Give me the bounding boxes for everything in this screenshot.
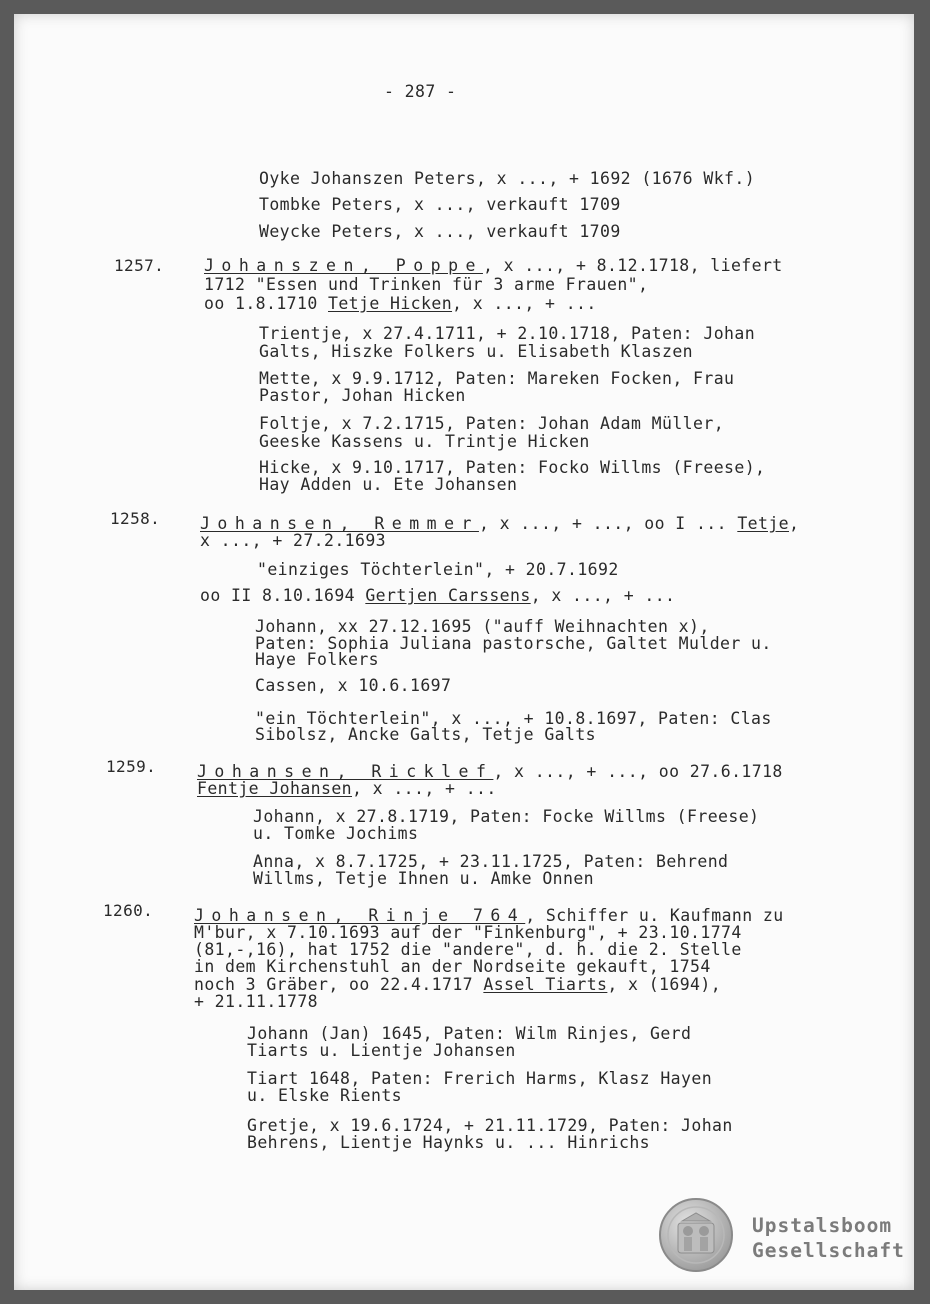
entry-text: , x ..., + 8.12.1718, liefert	[482, 256, 783, 275]
text-line: u. Tomke Jochims	[253, 824, 419, 843]
entry-heading-line	[200, 516, 799, 532]
entry-name: Johanszen, Poppe	[204, 256, 483, 275]
society-logo	[752, 1213, 905, 1263]
text-line: "ein Töchterlein", x ..., + 10.8.1697, Paten: Clas	[255, 709, 772, 728]
text-line	[204, 296, 597, 312]
entry-number: 1260.	[103, 901, 154, 920]
text-line: (81,-,16), hat 1752 die "andere", d. h. die 2. Stelle	[194, 940, 742, 959]
text-line: Willms, Tetje Ihnen u. Amke Onnen	[253, 869, 595, 888]
entry-text: oo II 8.10.1694	[200, 586, 366, 605]
text-line: Johann, xx 27.12.1695 ("auff Weihnachten x),	[255, 617, 710, 636]
text-line: Hay Adden u. Ete Johansen	[259, 475, 518, 494]
entry-name: Johansen, Ricklef	[197, 762, 494, 781]
text-line: Pastor, Johan Hicken	[259, 386, 466, 405]
text-line: Haye Folkers	[255, 650, 380, 669]
entry-text: , x ..., + ...	[530, 586, 676, 605]
text-line: + 21.11.1778	[194, 992, 319, 1011]
entry-heading-line	[197, 764, 783, 780]
text-line: M'bur, x 7.10.1693 auf der "Finkenburg", + 23.10.1774	[194, 923, 742, 942]
entry-text: , Schiffer u. Kaufmann zu	[525, 906, 784, 925]
spouse-name: Fentje Johansen	[197, 779, 353, 798]
document-page	[14, 14, 914, 1290]
text-line: Johann (Jan) 1645, Paten: Wilm Rinjes, Gerd	[247, 1024, 692, 1043]
text-line: Weycke Peters, x ..., verkauft 1709	[259, 222, 621, 241]
text-line: "einziges Töchterlein", + 20.7.1692	[257, 560, 619, 579]
entry-text: oo 1.8.1710	[204, 294, 329, 313]
text-line: Geeske Kassens u. Trintje Hicken	[259, 432, 590, 451]
entry-number: 1259.	[106, 757, 157, 776]
entry-text: , x (1694),	[607, 975, 722, 994]
text-line: Paten: Sophia Juliana pastorsche, Galtet Mulder u.	[255, 634, 772, 653]
text-line	[200, 588, 675, 604]
text-line: Johann, x 27.8.1719, Paten: Focke Willms (Freese)	[253, 807, 760, 826]
text-line: 1712 "Essen und Trinken für 3 arme Frauen",	[204, 275, 649, 294]
text-line: Sibolsz, Ancke Galts, Tetje Galts	[255, 725, 597, 744]
spouse-name: Tetje Hicken	[328, 294, 453, 313]
spouse-name: Gertjen Carssens	[365, 586, 531, 605]
spouse-name: Assel Tiarts	[483, 975, 608, 994]
text-line: Tombke Peters, x ..., verkauft 1709	[259, 195, 621, 214]
text-line: Trientje, x 27.4.1711, + 2.10.1718, Paten: Johan	[259, 324, 756, 343]
entry-heading-line	[194, 908, 784, 924]
text-line: Tiarts u. Lientje Johansen	[247, 1041, 516, 1060]
logo-line: Upstalsboom	[752, 1214, 893, 1237]
entry-name: Johansen, Remmer	[200, 514, 479, 533]
text-line: x ..., + 27.2.1693	[200, 531, 387, 550]
text-line: in dem Kirchenstuhl an der Nordseite gekauft, 1754	[194, 957, 711, 976]
entry-number: 1257.	[114, 256, 165, 275]
text-line	[194, 977, 721, 993]
text-line: Anna, x 8.7.1725, + 23.11.1725, Paten: Behrend	[253, 852, 729, 871]
text-line: Gretje, x 19.6.1724, + 21.11.1729, Paten: Johan	[247, 1116, 733, 1135]
entry-number: 1258.	[110, 509, 161, 528]
text-line: Galts, Hiszke Folkers u. Elisabeth Klaszen	[259, 342, 694, 361]
entry-name: Johansen, Rinje 764	[194, 906, 526, 925]
entry-text: , x ..., + ...	[452, 294, 597, 313]
entry-heading-line	[204, 258, 783, 274]
text-line: Tiart 1648, Paten: Frerich Harms, Klasz Hayen	[247, 1069, 713, 1088]
text-line: Foltje, x 7.2.1715, Paten: Johan Adam Müller,	[259, 414, 725, 433]
text-line: Cassen, x 10.6.1697	[255, 676, 452, 695]
entry-text: , x ..., + ..., oo I ...	[478, 514, 738, 533]
entry-text: , x ..., + ..., oo 27.6.1718	[493, 762, 783, 781]
spouse-name: Tetje	[737, 514, 789, 533]
page-number: - 287 -	[384, 82, 457, 101]
text-line	[197, 781, 497, 797]
text-line: Mette, x 9.9.1712, Paten: Mareken Focken, Frau	[259, 369, 735, 388]
text-line: Oyke Johanszen Peters, x ..., + 1692 (1676 Wkf.)	[259, 169, 756, 188]
seal-icon	[658, 1197, 734, 1273]
entry-text: , x ..., + ...	[352, 779, 497, 798]
logo-line: Gesellschaft	[752, 1239, 905, 1262]
entry-text: noch 3 Gräber, oo 22.4.1717	[194, 975, 484, 994]
text-line: Behrens, Lientje Haynks u. ... Hinrichs	[247, 1133, 651, 1152]
text-line: u. Elske Rients	[247, 1086, 403, 1105]
text-line: Hicke, x 9.10.1717, Paten: Focko Willms (Freese),	[259, 458, 766, 477]
entry-text: ,	[788, 514, 800, 533]
